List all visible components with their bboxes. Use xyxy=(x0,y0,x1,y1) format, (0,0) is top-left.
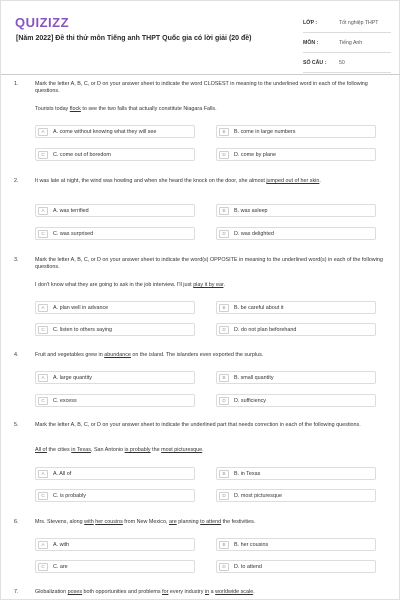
option-text: A. large quantity xyxy=(53,374,92,381)
option-d[interactable] xyxy=(216,323,376,336)
stem-text: I don't know what they are going to ask in the job interview. I'll just xyxy=(35,282,194,288)
meta-value: Tiếng Anh xyxy=(339,39,363,46)
stem-text: the cities xyxy=(46,447,72,453)
option-letter-box: C xyxy=(38,397,48,405)
stem-text: It was late at night, the wind was howling and when she heard the knock on the door, she almost xyxy=(35,178,267,184)
option-text: B. her cousins xyxy=(234,541,269,548)
question-instruction: Mark the letter A, B, C, or D on your answer sheet to indicate the underlined part that needs correction in each of the following questions. xyxy=(35,422,361,428)
option-text: D. to attend xyxy=(234,563,262,570)
option-letter-box: A xyxy=(38,541,48,549)
option-a[interactable] xyxy=(35,467,195,480)
stem-underlined: for xyxy=(162,589,169,595)
stem-text: Fruit and vegetables grew in xyxy=(35,352,105,358)
option-text: B. be careful about it xyxy=(234,304,284,311)
option-letter-box: C xyxy=(38,230,48,238)
option-letter-box: D xyxy=(219,492,229,500)
stem-text: Mrs. Stevens, along xyxy=(35,519,85,525)
option-letter-box: A xyxy=(38,207,48,215)
option-d[interactable] xyxy=(216,148,376,161)
option-letter-box: B xyxy=(219,374,229,382)
option-d[interactable] xyxy=(216,489,376,502)
option-text: C. come out of boredom xyxy=(53,151,111,158)
option-letter-box: B xyxy=(219,128,229,136)
quizizz-logo[interactable]: QUIZIZZ xyxy=(15,15,70,30)
option-letter-box: A xyxy=(38,470,48,478)
stem-text: from New Mexico, xyxy=(122,519,169,525)
option-letter-box: D xyxy=(219,230,229,238)
question-stem xyxy=(35,589,387,596)
option-letter-box: B xyxy=(219,470,229,478)
meta-value: 50 xyxy=(339,59,345,66)
option-letter-box: C xyxy=(38,151,48,159)
worksheet-title: [Năm 2022] Đề thi thử môn Tiếng anh THPT Quốc gia có lời giải (20 đề) xyxy=(16,35,252,42)
question-stem xyxy=(35,519,387,526)
stem-underlined: to attend xyxy=(200,519,222,525)
stem-text: . xyxy=(253,589,255,595)
option-b[interactable] xyxy=(216,125,376,138)
option-a[interactable] xyxy=(35,204,195,217)
option-letter-box: B xyxy=(219,541,229,549)
question-number: 5. xyxy=(14,422,19,428)
worksheet-meta xyxy=(303,13,391,73)
option-b[interactable] xyxy=(216,301,376,314)
stem-underlined: in Texas xyxy=(71,447,91,453)
question-stem xyxy=(35,178,387,185)
question-number: 6. xyxy=(14,519,19,525)
stem-text: to see the two falls that actually constitute Niagara Falls. xyxy=(80,106,217,112)
option-c[interactable] xyxy=(35,394,195,407)
option-text: B. come in large numbers xyxy=(234,128,296,135)
option-a[interactable] xyxy=(35,371,195,384)
option-letter-box: C xyxy=(38,563,48,571)
question-number: 1. xyxy=(14,81,19,87)
option-c[interactable] xyxy=(35,148,195,161)
stem-underlined: her cousins xyxy=(95,519,123,525)
option-letter-box: D xyxy=(219,397,229,405)
question-stem xyxy=(35,352,387,359)
stem-underlined: All of xyxy=(35,447,47,453)
question-number: 2. xyxy=(14,178,19,184)
header-divider xyxy=(1,74,400,75)
option-text: A. was terrified xyxy=(53,207,89,214)
meta-label: LỚP : xyxy=(303,19,318,26)
stem-underlined: are xyxy=(168,519,177,525)
option-letter-box: D xyxy=(219,326,229,334)
stem-text: , San Antonio xyxy=(90,447,125,453)
option-text: D. come by plane xyxy=(234,151,276,158)
option-c[interactable] xyxy=(35,227,195,240)
question-stem xyxy=(35,447,387,454)
question-number: 3. xyxy=(14,257,19,263)
question-stem xyxy=(35,282,387,289)
meta-row-subject xyxy=(303,33,391,53)
question-stem xyxy=(35,106,387,113)
option-letter-box: A xyxy=(38,128,48,136)
option-b[interactable] xyxy=(216,538,376,551)
option-letter-box: A xyxy=(38,374,48,382)
option-text: D. was delighted xyxy=(234,230,274,237)
stem-underlined: with xyxy=(84,519,94,525)
stem-underlined: poses xyxy=(67,589,83,595)
stem-underlined: jumped out of her skin xyxy=(266,178,320,184)
option-text: A. with xyxy=(53,541,70,548)
stem-text: . xyxy=(202,447,204,453)
option-text: C. listen to others saying xyxy=(53,326,113,333)
option-text: C. was surprised xyxy=(53,230,94,237)
meta-label: SỐ CÂU : xyxy=(303,59,327,66)
option-text: D. sufficiency xyxy=(234,397,266,404)
question-number: 7. xyxy=(14,589,19,595)
stem-underlined: flock xyxy=(69,106,81,112)
option-d[interactable] xyxy=(216,227,376,240)
stem-underlined: most picturesque xyxy=(161,447,203,453)
option-text: A. plan well in advance xyxy=(53,304,109,311)
meta-row-grade xyxy=(303,13,391,33)
stem-text: Globalization xyxy=(35,589,68,595)
meta-row-count xyxy=(303,53,391,73)
option-text: A. All of xyxy=(53,470,72,477)
option-c[interactable] xyxy=(35,489,195,502)
option-a[interactable] xyxy=(35,301,195,314)
stem-text: every industry xyxy=(168,589,205,595)
option-letter-box: D xyxy=(219,151,229,159)
option-letter-box: D xyxy=(219,563,229,571)
stem-underlined: in xyxy=(204,589,210,595)
question-number: 4. xyxy=(14,352,19,358)
option-text: B. small quantity xyxy=(234,374,274,381)
option-text: D. do not plan beforehand xyxy=(234,326,297,333)
option-text: C. are xyxy=(53,563,68,570)
option-b[interactable] xyxy=(216,467,376,480)
option-text: C. is probably xyxy=(53,492,86,499)
stem-text: the festivities. xyxy=(221,519,256,525)
stem-underlined: is probably xyxy=(124,447,151,453)
option-text: A. come without knowing what they will see xyxy=(53,128,157,135)
stem-text: . xyxy=(223,282,225,288)
option-text: D. most picturesque xyxy=(234,492,282,499)
option-letter-box: B xyxy=(219,304,229,312)
stem-text: the xyxy=(150,447,162,453)
question-instruction: Mark the letter A, B, C, or D on your answer sheet to indicate the word(s) OPPOSITE in meaning to the underlined word(s) in each of the following questions. xyxy=(35,257,383,271)
option-c[interactable] xyxy=(35,560,195,573)
option-letter-box: A xyxy=(38,304,48,312)
option-d[interactable] xyxy=(216,560,376,573)
option-letter-box: C xyxy=(38,492,48,500)
option-text: B. was asleep xyxy=(234,207,268,214)
option-b[interactable] xyxy=(216,371,376,384)
option-text: C. excess xyxy=(53,397,77,404)
stem-underlined: abundance xyxy=(104,352,131,358)
option-letter-box: C xyxy=(38,326,48,334)
stem-text: on the island. The islanders even exported the surplus. xyxy=(130,352,264,358)
stem-text: planning xyxy=(176,519,201,525)
stem-text: Tourists today xyxy=(35,106,70,112)
stem-underlined: worldwide scale xyxy=(215,589,254,595)
option-c[interactable] xyxy=(35,323,195,336)
option-a[interactable] xyxy=(35,538,195,551)
option-a[interactable] xyxy=(35,125,195,138)
stem-text: . xyxy=(319,178,321,184)
option-letter-box: B xyxy=(219,207,229,215)
stem-text: both opportunities and problems xyxy=(82,589,163,595)
meta-label: MÔN : xyxy=(303,39,319,46)
stem-underlined: play it by ear xyxy=(193,282,224,288)
meta-value: Tốt nghiệp THPT xyxy=(339,19,379,26)
option-d[interactable] xyxy=(216,394,376,407)
stem-text: a xyxy=(209,589,216,595)
option-text: B. in Texas xyxy=(234,470,261,477)
option-b[interactable] xyxy=(216,204,376,217)
question-instruction: Mark the letter A, B, C, or D on your answer sheet to indicate the word CLOSEST in meaning to the underlined word in each of the following questions. xyxy=(35,81,368,95)
